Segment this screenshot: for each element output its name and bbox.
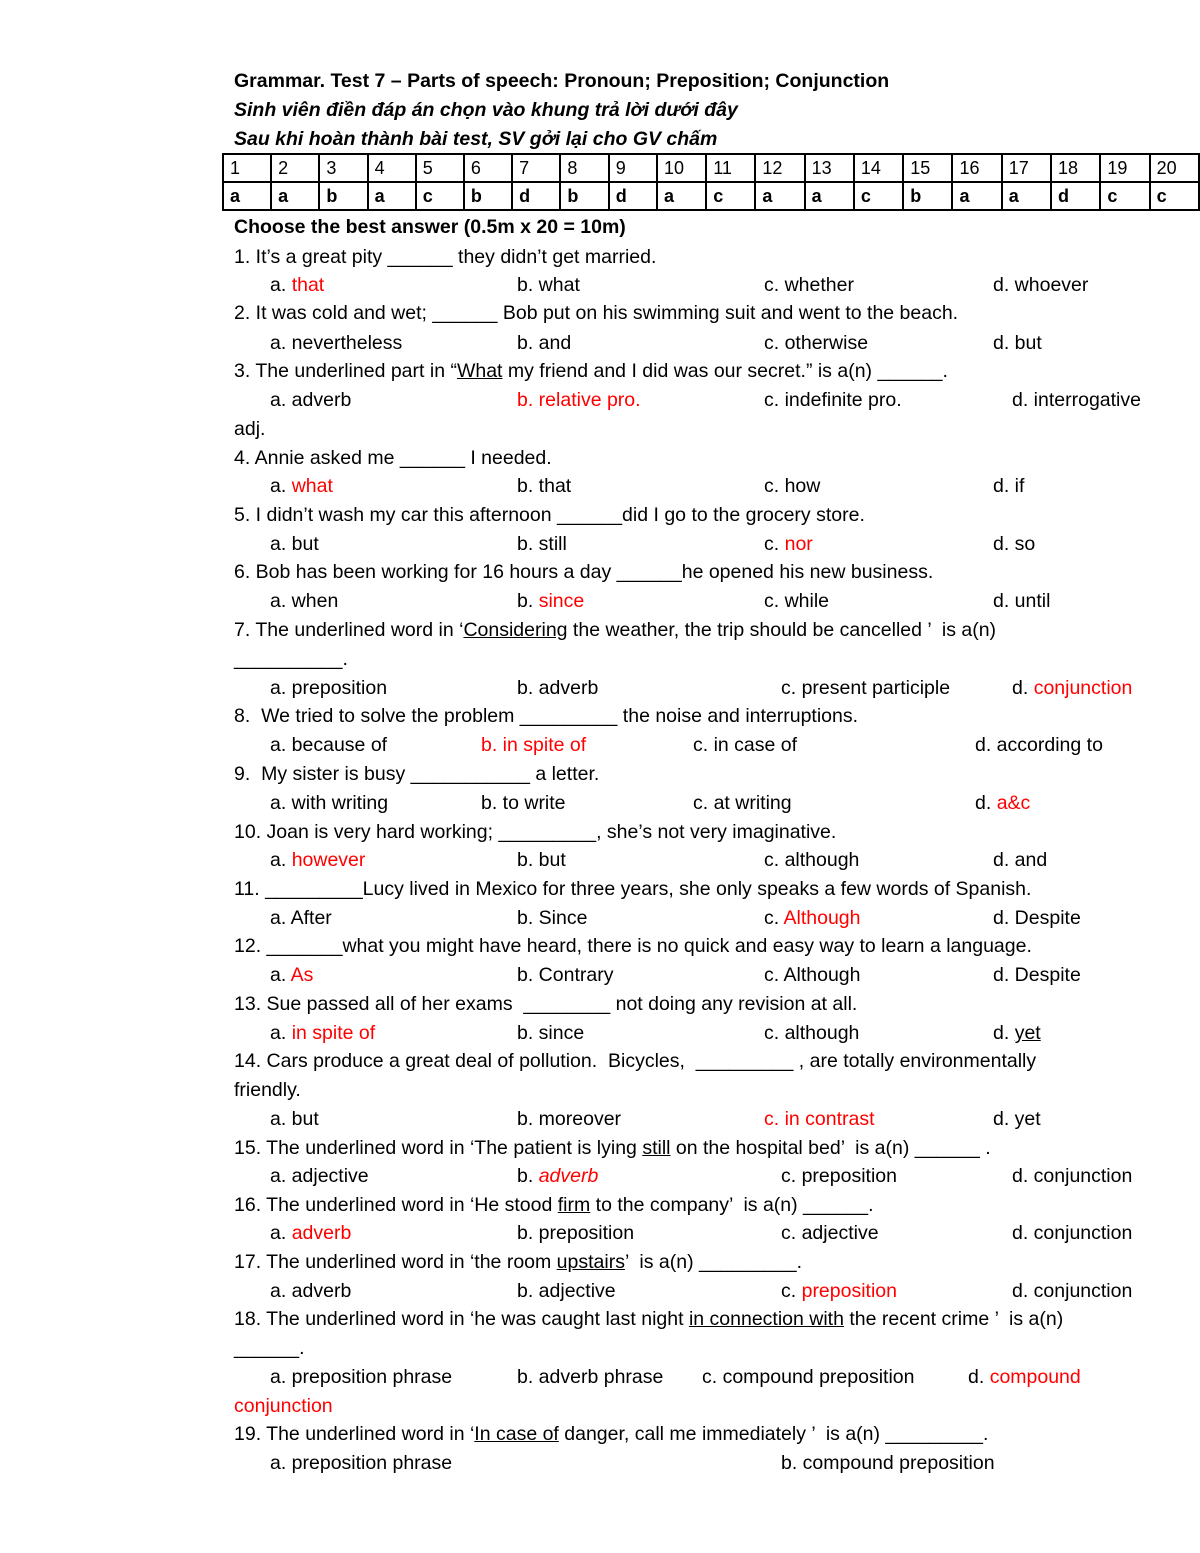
q4-option-d: d. if [993,475,1025,497]
q6-option-b-answer: since [538,590,585,612]
answer-table-number-cell: 7 [512,154,560,182]
q18-option-d-continued: conjunction [234,1395,333,1417]
q4-option-a-answer: what [291,475,333,497]
question-3-stem: 3. The underlined part in “What my friend and I did was our secret.” is a(n) ______. [234,360,948,382]
q9-option-b: b. to write [481,792,566,814]
q13-option-d: d. yet [993,1022,1041,1044]
answer-table-answer-cell: c [706,182,755,210]
question-14-stem-continued: friendly. [234,1079,301,1101]
q12-option-a: a. As [270,964,314,986]
q5-option-a: a. but [270,533,319,555]
answer-table-number-cell: 9 [609,154,657,182]
q6-option-a: a. when [270,590,339,612]
q11-option-a: a. After [270,907,332,929]
q11-option-d: d. Despite [993,907,1081,929]
q17-option-b: b. adjective [517,1280,616,1302]
answer-table-answer-cell: d [609,182,657,210]
q16-option-a: a. adverb [270,1222,352,1244]
question-10-stem: 10. Joan is very hard working; _________, she’s not very imaginative. [234,821,837,843]
answer-table-number-cell: 10 [657,154,706,182]
q14-option-c: c. in contrast [764,1108,875,1130]
q2-option-d: d. but [993,332,1042,354]
question-12-stem: 12. _______what you might have heard, there is no quick and easy way to learn a language. [234,935,1032,957]
q13-option-d-underlined: yet [1014,1022,1041,1044]
q6-option-c: c. while [764,590,830,612]
q11-option-b: b. Since [517,907,588,929]
question-2-stem: 2. It was cold and wet; ______ Bob put on his swimming suit and went to the beach. [234,302,959,324]
q17-option-d: d. conjunction [1012,1280,1133,1302]
q11-option-c: c. Although [764,907,861,929]
answer-table-answer-cell: a [952,182,1001,210]
q17-option-c: c. preposition [781,1280,897,1302]
q10-option-d: d. and [993,849,1048,871]
question-13-stem: 13. Sue passed all of her exams ________ not doing any revision at all. [234,993,858,1015]
q2-option-c: c. otherwise [764,332,869,354]
answer-table-number-cell: 11 [706,154,755,182]
q1-option-d: d. whoever [993,274,1089,296]
question-19-stem: 19. The underlined word in ‘In case of danger, call me immediately ’ is a(n) _________. [234,1423,989,1445]
answer-table-answer-cell: b [903,182,952,210]
q5-option-c: c. nor [764,533,813,555]
q15-option-b: b. adverb [517,1165,599,1187]
q18-option-c: c. compound preposition [702,1366,915,1388]
q12-option-c: c. Although [764,964,861,986]
q15-option-a: a. adjective [270,1165,369,1187]
q11-option-c-answer: Although [783,907,861,929]
answer-table-number-cell: 5 [416,154,464,182]
instruction-fill: Sinh viên điền đáp án chọn vào khung trả lời dưới đây [234,99,738,121]
q19-underlined-phrase: In case of [474,1423,559,1445]
answer-table-number-cell: 1 [223,154,271,182]
answer-table-number-cell: 20 [1150,154,1199,182]
section-heading: Choose the best answer (0.5m x 20 = 10m) [234,216,626,238]
q15-option-d: d. conjunction [1012,1165,1133,1187]
answer-table-number-cell: 16 [952,154,1001,182]
instruction-submit: Sau khi hoàn thành bài test, SV gởi lại cho GV chấm [234,128,718,150]
q9-option-d: d. a&c [975,792,1031,814]
answer-table-answer-cell: a [223,182,271,210]
q18-option-d: d. compound [968,1366,1081,1388]
q3-option-d: d. interrogative [1012,389,1141,411]
q1-option-a: a. that [270,274,325,296]
q18-option-d-answer: compound [989,1366,1081,1388]
q8-option-c: c. in case of [693,734,798,756]
answer-table-answer-cell: b [560,182,608,210]
q8-option-d: d. according to [975,734,1103,756]
answer-table-number-cell: 17 [1002,154,1051,182]
q12-option-d: d. Despite [993,964,1081,986]
question-15-stem: 15. The underlined word in ‘The patient is lying still on the hospital bed’ is a(n) ______ . [234,1137,991,1159]
question-18-stem-continued: ______. [234,1337,305,1359]
q9-option-c: c. at writing [693,792,792,814]
q13-option-b: b. since [517,1022,585,1044]
q5-option-c-answer: nor [784,533,813,555]
q12-option-a-answer: As [290,964,314,986]
q7-option-c: c. present participle [781,677,951,699]
q16-option-d: d. conjunction [1012,1222,1133,1244]
q7-option-d: d. conjunction [1012,677,1133,699]
answer-table-answer-cell: c [1100,182,1149,210]
answer-table-answer-cell: a [1002,182,1051,210]
answer-table-number-row [223,154,1199,182]
question-14-stem: 14. Cars produce a great deal of pollution. Bicycles, _________ , are totally environmentally [234,1050,1037,1072]
q15-underlined-word: still [642,1137,671,1159]
q16-underlined-word: firm [557,1194,591,1216]
answer-table-answer-cell: a [755,182,804,210]
q16-option-a-answer: adverb [291,1222,352,1244]
q4-option-c: c. how [764,475,821,497]
q3-option-d-continued: adj. [234,418,266,440]
answer-table-answer-cell: a [271,182,319,210]
answer-table-answer-cell: c [416,182,464,210]
question-6-stem: 6. Bob has been working for 16 hours a day ______he opened his new business. [234,561,934,583]
q1-option-c: c. whether [764,274,854,296]
answer-table-answer-cell: a [805,182,854,210]
answer-table-answer-row [223,182,1199,210]
answer-table-answer-cell: d [512,182,560,210]
q10-option-b: b. but [517,849,566,871]
q3-option-a: a. adverb [270,389,352,411]
question-8-stem: 8. We tried to solve the problem _________ the noise and interruptions. [234,705,859,727]
q8-option-b: b. in spite of [481,734,587,756]
q14-option-a: a. but [270,1108,319,1130]
answer-table-number-cell: 12 [755,154,804,182]
q9-option-a: a. with writing [270,792,389,814]
q14-option-b: b. moreover [517,1108,622,1130]
q15-option-b-answer: adverb [538,1165,599,1187]
answer-table-answer-cell: c [1150,182,1199,210]
question-18-stem: 18. The underlined word in ‘he was caught last night in connection with the recent crime ’ is a(n) [234,1308,1064,1330]
answer-table-number-cell: 6 [464,154,512,182]
question-5-stem: 5. I didn’t wash my car this afternoon ______did I go to the grocery store. [234,504,865,526]
q19-option-a: a. preposition phrase [270,1452,453,1474]
question-7-stem-continued: __________. [234,648,348,670]
answer-table-number-cell: 13 [805,154,854,182]
answer-table-answer-cell: c [854,182,903,210]
q18-option-b: b. adverb phrase [517,1366,664,1388]
answer-table-number-cell: 15 [903,154,952,182]
q4-option-a: a. what [270,475,333,497]
answer-table-number-cell: 8 [560,154,608,182]
q19-option-b: b. compound preposition [781,1452,995,1474]
q2-option-a: a. nevertheless [270,332,403,354]
q2-option-b: b. and [517,332,572,354]
q7-option-b: b. adverb [517,677,599,699]
answer-table-answer-cell: b [319,182,367,210]
q18-option-a: a. preposition phrase [270,1366,453,1388]
q17-underlined-word: upstairs [556,1251,625,1273]
answer-table-answer-cell: a [368,182,416,210]
q4-option-b: b. that [517,475,572,497]
question-11-stem: 11. _________Lucy lived in Mexico for three years, she only speaks a few words of Spanish. [234,878,1032,900]
q6-option-b: b. since [517,590,585,612]
test-title: Grammar. Test 7 – Parts of speech: Pronoun; Preposition; Conjunction [234,70,890,92]
q7-option-a: a. preposition [270,677,388,699]
answer-table-number-cell: 19 [1100,154,1149,182]
q10-option-a-answer: however [291,849,366,871]
question-7-stem: 7. The underlined word in ‘Considering the weather, the trip should be cancelled ’ is a(n) [234,619,997,641]
answer-table-number-cell: 4 [368,154,416,182]
q13-option-a-answer: in spite of [291,1022,376,1044]
question-4-stem: 4. Annie asked me ______ I needed. [234,447,552,469]
answer-table [222,153,1200,211]
answer-table-number-cell: 18 [1051,154,1100,182]
q5-option-d: d. so [993,533,1036,555]
answer-table-answer-cell: a [657,182,706,210]
answer-table-number-cell: 2 [271,154,319,182]
q9-option-d-answer: a&c [996,792,1031,814]
q10-option-a: a. however [270,849,366,871]
answer-table-answer-cell: d [1051,182,1100,210]
q18-underlined-phrase: in connection with [688,1308,844,1330]
q1-option-a-answer: that [291,274,325,296]
question-16-stem: 16. The underlined word in ‘He stood firm to the company’ is a(n) ______. [234,1194,874,1216]
q5-option-b: b. still [517,533,567,555]
q15-option-c: c. preposition [781,1165,897,1187]
q3-underlined-part: What [456,360,503,382]
q16-option-b: b. preposition [517,1222,635,1244]
q3-option-c: c. indefinite pro. [764,389,902,411]
q14-option-d: d. yet [993,1108,1041,1130]
answer-table-number-cell: 3 [319,154,367,182]
q13-option-a: a. in spite of [270,1022,376,1044]
q7-underlined-word: Considering [463,619,568,641]
question-17-stem: 17. The underlined word in ‘the room upstairs’ is a(n) _________. [234,1251,803,1273]
q17-option-c-answer: preposition [801,1280,897,1302]
q8-option-a: a. because of [270,734,388,756]
q17-option-a: a. adverb [270,1280,352,1302]
answer-table-answer-cell: b [464,182,512,210]
q16-option-c: c. adjective [781,1222,879,1244]
q12-option-b: b. Contrary [517,964,614,986]
q10-option-c: c. although [764,849,860,871]
q1-option-b: b. what [517,274,580,296]
answer-table-number-cell: 14 [854,154,903,182]
q3-option-b: b. relative pro. [517,389,641,411]
q13-option-c: c. although [764,1022,860,1044]
q7-option-d-answer: conjunction [1033,677,1133,699]
question-1-stem: 1. It’s a great pity ______ they didn’t get married. [234,246,657,268]
q6-option-d: d. until [993,590,1051,612]
question-9-stem: 9. My sister is busy ___________ a letter. [234,763,600,785]
